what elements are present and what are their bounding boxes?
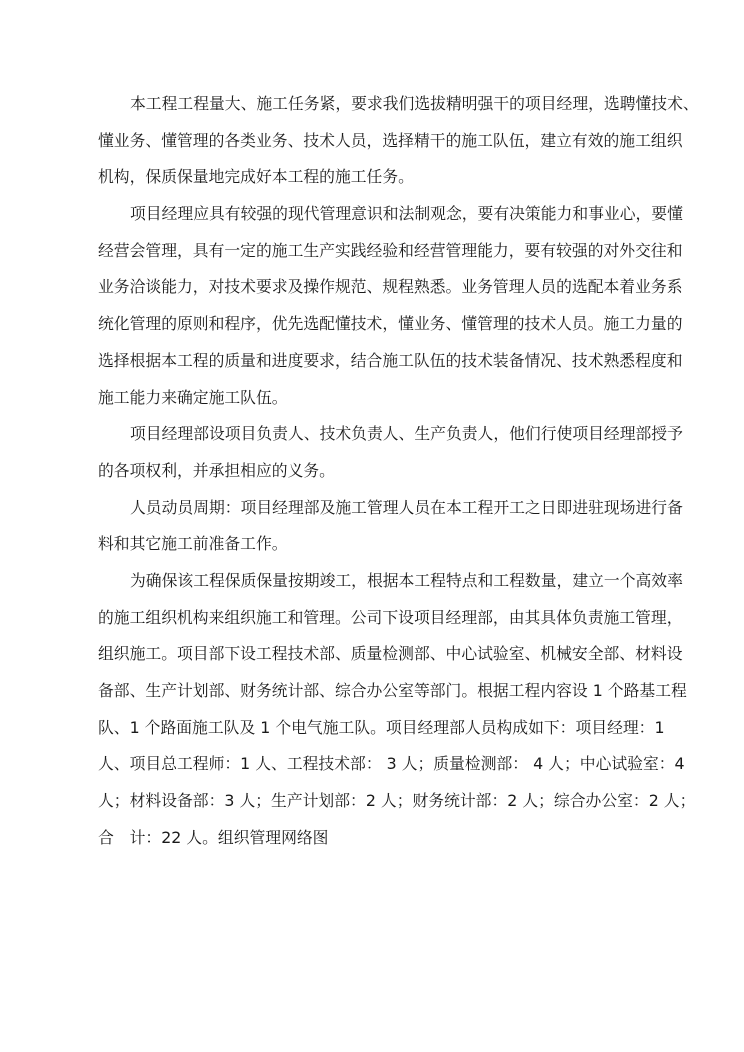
text-line: 人；材料设备部：3 人；生产计划部：2 人；财务统计部：2 人；综合办公室：2 人；: [98, 791, 696, 811]
text-line: 备部、生产计划部、财务统计部、综合办公室等部门。根据工程内容设 1 个路基工程: [98, 681, 687, 700]
text-line: 选择根据本工程的质量和进度要求，结合施工队伍的技术装备情况、技术熟悉程度和: [98, 350, 683, 370]
text-line: 人、项目总工程师：1 人、工程技术部： 3 人；质量检测部： 4 人；中心试验室：4: [98, 754, 685, 774]
text-line: 懂业务、懂管理的各类业务、技术人员，选择精干的施工队伍，建立有效的施工组织: [98, 130, 683, 150]
paragraph: [98, 86, 699, 196]
paragraph: [98, 416, 683, 489]
text-line: 项目经理应具有较强的现代管理意识和法制观念，要有决策能力和事业心，要懂: [130, 204, 683, 224]
paragraph: [98, 196, 683, 416]
text-line: 料和其它施工前准备工作。: [98, 534, 288, 554]
paragraph: [98, 563, 696, 857]
text-line: 合 计：22 人。组织管理网络图: [98, 827, 329, 847]
text-line: 队、1 个路面施工队及 1 个电气施工队。项目经理部人员构成如下：项目经理：1: [98, 717, 665, 737]
text-line: 为确保该工程保质保量按期竣工，根据本工程特点和工程数量，建立一个高效率: [130, 570, 683, 590]
document-page: [98, 86, 699, 856]
paragraph: [98, 490, 683, 563]
text-line: 统化管理的原则和程序，优先选配懂技术，懂业务、懂管理的技术人员。施工力量的: [98, 314, 683, 334]
text-line: 项目经理部设项目负责人、技术负责人、生产负责人，他们行使项目经理部授予: [130, 424, 683, 444]
text-line: 机构，保质保量地完成好本工程的施工任务。: [98, 167, 414, 187]
text-line: 的各项权利，并承担相应的义务。: [98, 460, 335, 480]
text-line: 人员动员周期：项目经理部及施工管理人员在本工程开工之日即进驻现场进行备: [130, 497, 683, 517]
text-line: 的施工组织机构来组织施工和管理。公司下设项目经理部，由其具体负责施工管理，: [98, 607, 683, 627]
text-line: 业务洽谈能力，对技术要求及操作规范、规程熟悉。业务管理人员的选配本着业务系: [98, 277, 683, 297]
text-line: 本工程工程量大、施工任务紧，要求我们选拔精明强干的项目经理，选聘懂技术、: [130, 94, 699, 113]
text-line: 经营会管理，具有一定的施工生产实践经验和经营管理能力，要有较强的对外交往和: [98, 240, 683, 260]
text-line: 施工能力来确定施工队伍。: [98, 387, 288, 407]
text-line: 组织施工。项目部下设工程技术部、质量检测部、中心试验室、机械安全部、材料设: [98, 644, 683, 664]
